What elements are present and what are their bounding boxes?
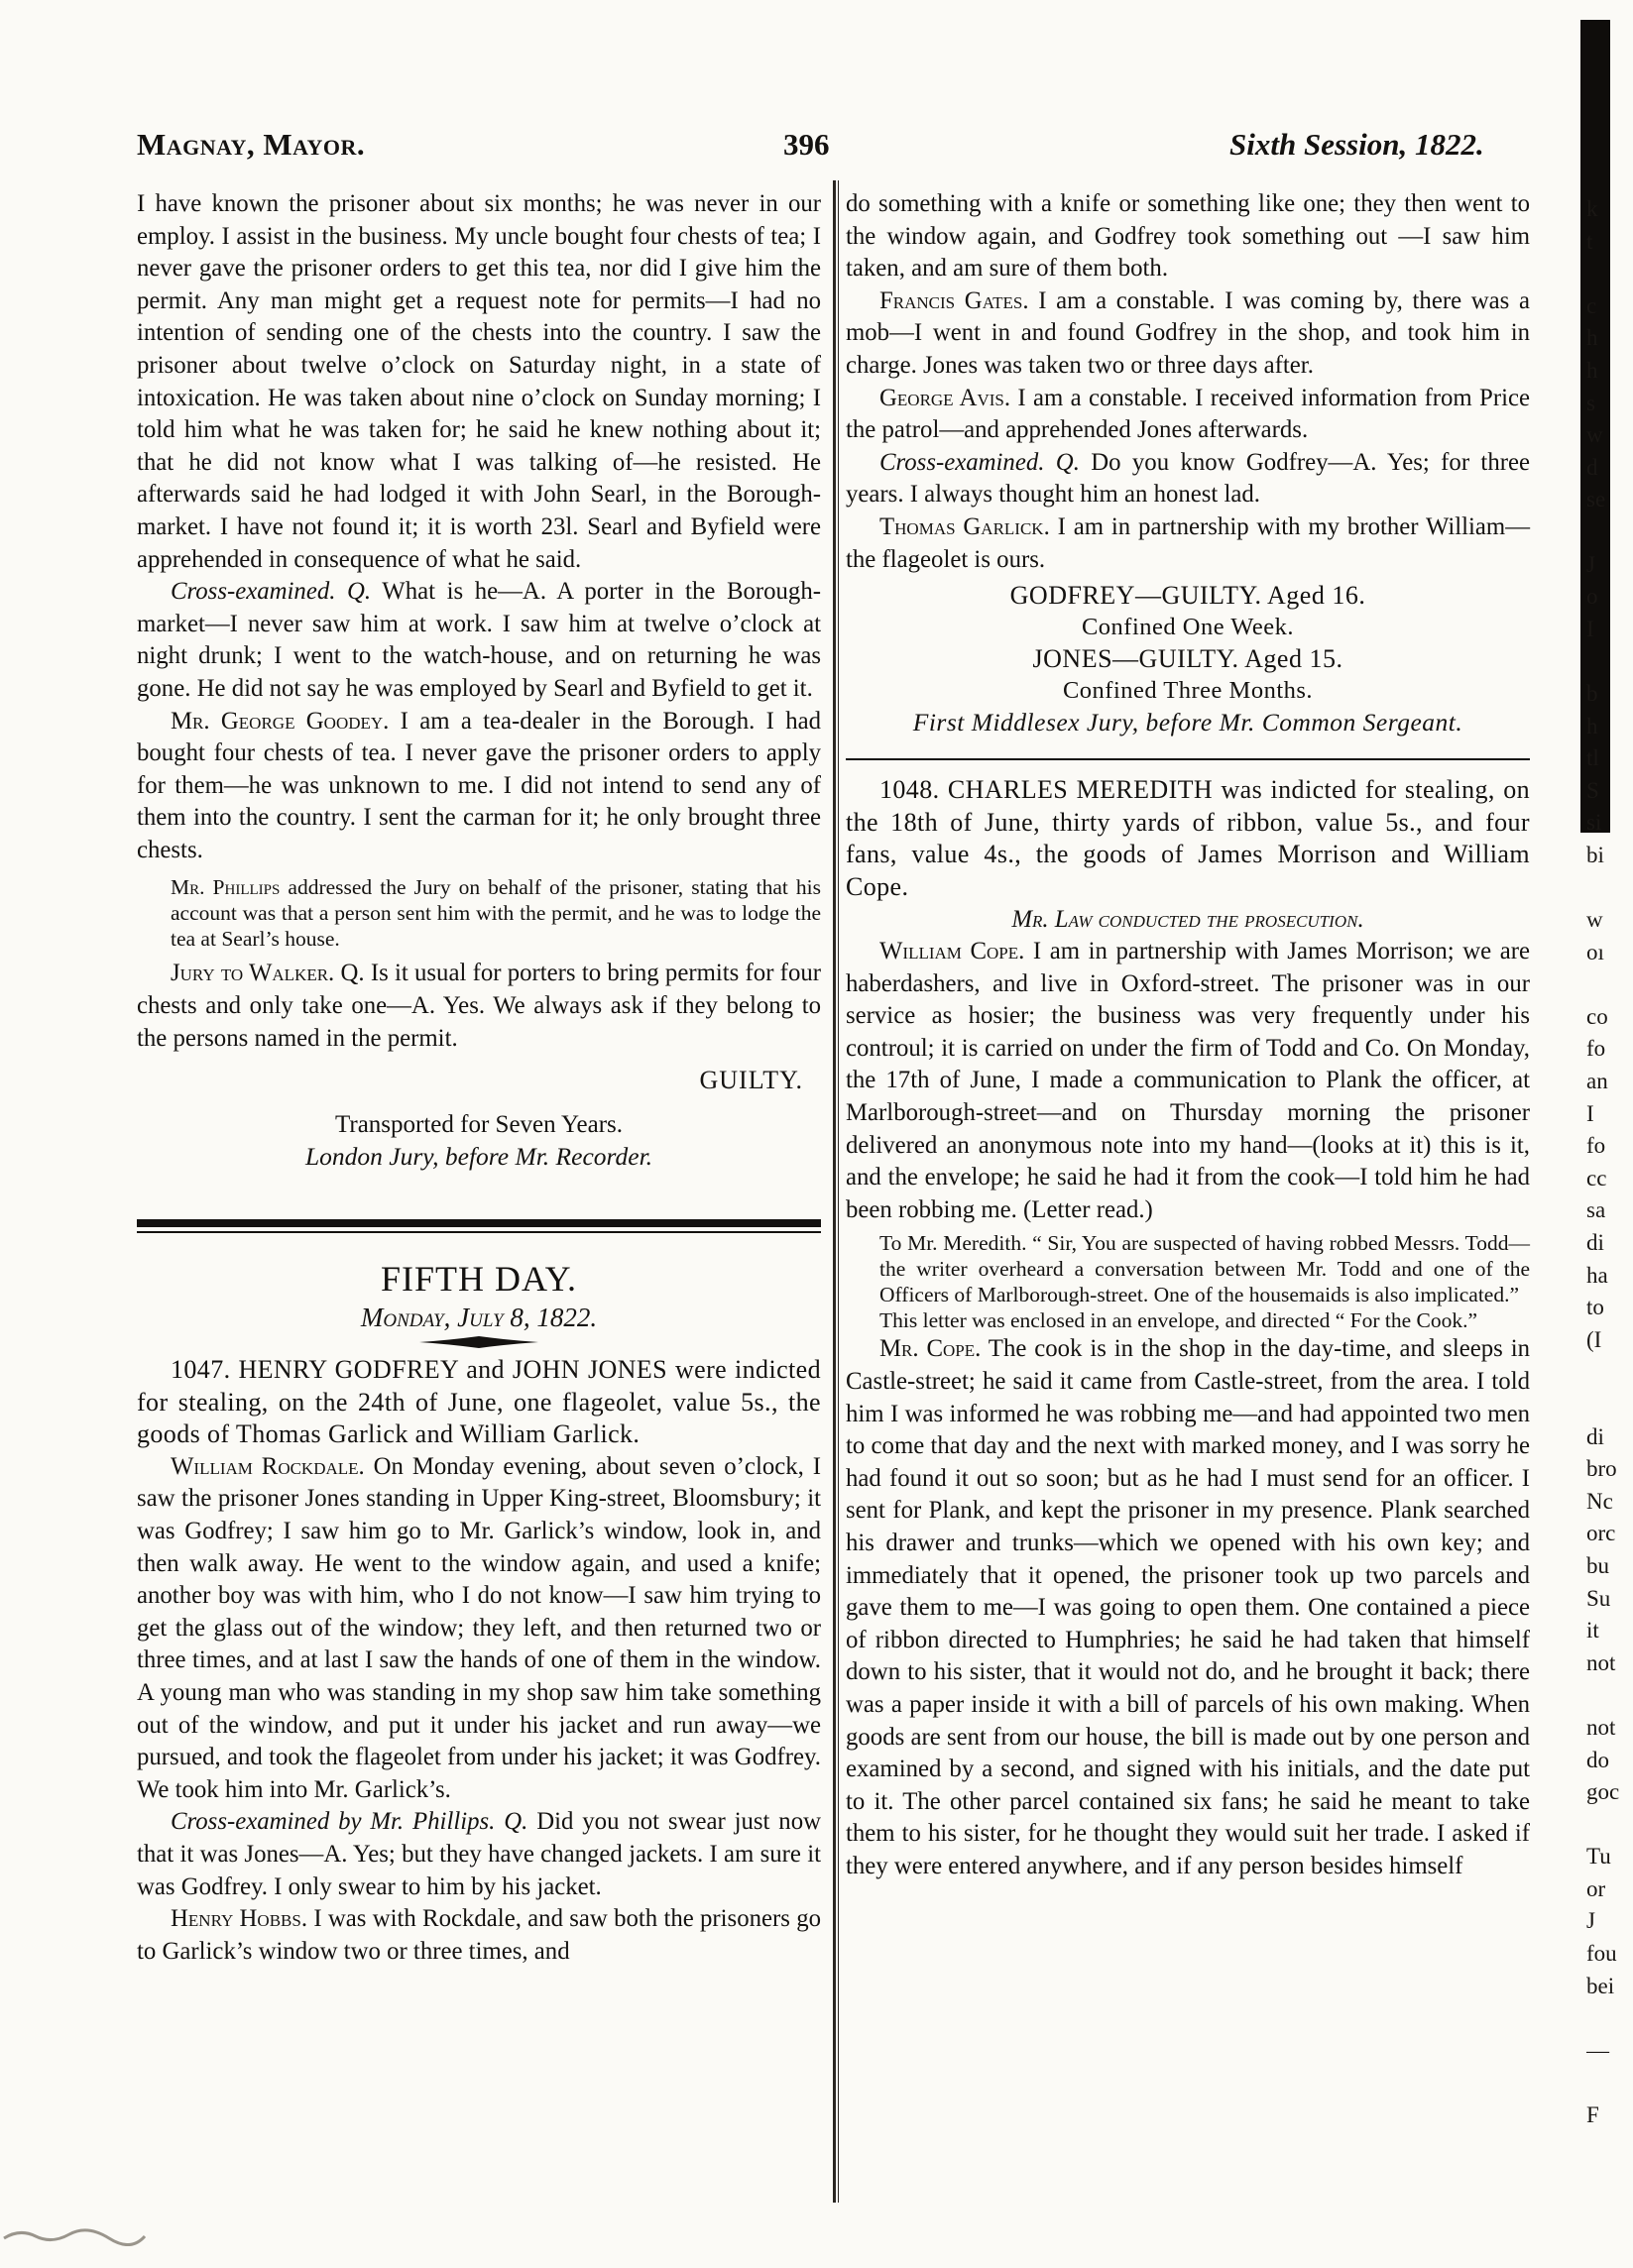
cross-examination-paragraph: [137, 1806, 821, 1903]
facing-page-fragment: do: [1586, 1747, 1609, 1772]
facing-page-fragment: J: [1586, 1908, 1595, 1934]
facing-page-fragment: Su: [1586, 1585, 1611, 1611]
scan-smudge: [0, 2216, 149, 2246]
facing-page-fragment: h: [1586, 713, 1598, 738]
facing-page-fragment: oı: [1586, 939, 1604, 964]
witness-paragraph: [846, 383, 1530, 447]
facing-page-fragment: Nc: [1586, 1488, 1613, 1514]
facing-page-fragment: di: [1586, 1423, 1604, 1449]
prosecution-note: Mr. Law conducted the prosecution.: [1011, 905, 1364, 933]
day-date: Monday, July 8, 1822.: [360, 1303, 598, 1333]
facing-page-fragment: di: [1586, 1230, 1604, 1255]
speaker-lead: Mr. Phillips: [171, 875, 281, 900]
paragraph-text: Did you not swear just now that it was Jones—A. Yes; but they have changed jackets. I am sure it was Godfrey. I only swear to him by his jacket.: [137, 1808, 822, 1900]
verdict-jones: JONES—GUILTY. Aged 15.: [1032, 644, 1343, 674]
witness-paragraph: [137, 706, 821, 867]
facing-page-fragments: [1586, 193, 1633, 2132]
jury-question-paragraph: [137, 958, 821, 1055]
paragraph-text: I am a constable. I received information from Price the patrol—and apprehended Jones afterwards.: [846, 384, 1530, 444]
facing-page-fragment: [1586, 2002, 1633, 2035]
paragraph-text: I was with Rockdale, and saw both the prisoners go to Garlick’s window two or three times, and: [137, 1905, 821, 1965]
paragraph-text: I am in partnership with my brother William—the flageolet is ours.: [846, 512, 1530, 573]
facing-page-fragment: s: [1586, 390, 1595, 415]
jury-line: London Jury, before Mr. Recorder.: [304, 1142, 653, 1172]
facing-page-fragment: or: [1586, 1875, 1606, 1901]
case-separator-rule: [846, 758, 1530, 760]
facing-page-fragment: not: [1586, 1714, 1616, 1740]
running-header-left: Magnay, Mayor.: [137, 127, 366, 162]
cross-examination-paragraph: [137, 576, 821, 705]
facing-page-fragment: [1586, 645, 1633, 678]
jury-line: First Middlesex Jury, before Mr. Common Sergeant.: [912, 708, 1463, 737]
facing-page-fragment: —: [1586, 2037, 1609, 2063]
facing-page-fragment: an: [1586, 1069, 1608, 1094]
facing-page-fragment: o: [1586, 584, 1598, 610]
witness-paragraph: [846, 1333, 1530, 1882]
facing-page-fragment: bro: [1586, 1456, 1617, 1482]
paragraph-text: On Monday evening, about seven o’clock, I saw the prisoner Jones standing in Upper King-street, Bloomsbury; it was Godfrey; I saw him go to Mr. Garlick’s window, look in, and then walk away. He went to the window again, and used a knife; another boy was with him, who I do not know—I saw him trying to get the glass out of the window; they left, and then returned two or three times, and at last I saw the hands of one of them in the window. A young man who was standing in my shop saw him take something out of the window, and put it under his jacket and run away—we pursued, and took the flageolet from under his jacket; it was Godfrey. We took him into Mr. Garlick’s.: [137, 1452, 821, 1803]
facing-page-fragment: bi: [1586, 842, 1604, 867]
column-divider: [833, 180, 836, 2203]
facing-page-fragment: [1586, 1356, 1633, 1389]
speaker-lead: Francis Gates.: [879, 286, 1029, 314]
section-rule-thick: [137, 1219, 821, 1227]
facing-page-fragment: [1586, 1809, 1633, 1842]
speaker-lead: Cross-examined by Mr. Phillips. Q.: [171, 1808, 528, 1836]
facing-page-fragment: b: [1586, 680, 1598, 706]
witness-paragraph: [137, 1451, 821, 1807]
section-rule-thin: [137, 1231, 821, 1233]
facing-page-fragment: Tu: [1586, 1844, 1611, 1870]
speaker-lead: William Cope.: [879, 938, 1025, 965]
speaker-lead: Thomas Garlick.: [879, 512, 1050, 540]
speaker-lead: Mr. Cope.: [879, 1335, 982, 1363]
testimony-continuation: do something with a knife or something like one; they then went to the window again, and Godfrey took something out —I saw him taken, and am sure of them both.: [846, 190, 1530, 283]
testimony-paragraph: I have known the prisoner about six months; he was never in our employ. I assist in the business. My uncle bought four chests of tea; I never gave the prisoner orders to get this tea, nor did I give him the permit. Any man might get a request note for permits—I had no intention of sending one of the chests into the country. I saw the prisoner about twelve o’clock on Saturday night, in a state of intoxication. He was taken about nine o’clock on Sunday morning; I told him what he was taken for; he said he knew nothing about it; that he did not know what I was talking of—he resisted. He afterwards said he had lodged it with John Searl, in the Borough-market. I have not found it; it is worth 23l. Searl and Byfield were apprehended in consequence of what he said.: [137, 190, 821, 573]
facing-page-fragment: bu: [1586, 1552, 1609, 1578]
paragraph-text: addressed the Jury on behalf of the prisoner, stating that his account was that a person sent him with the permit, and he was to lodge the tea at Searl’s house.: [171, 875, 821, 952]
facing-page-fragment: orc: [1586, 1521, 1616, 1546]
witness-paragraph: [137, 1903, 821, 1968]
speaker-lead: Mr. George Goodey.: [171, 707, 390, 735]
speaker-lead: Jury to Walker.: [171, 960, 335, 987]
facing-page-fragment: not: [1586, 1649, 1616, 1675]
facing-page-fragment: fo: [1586, 1036, 1606, 1062]
facing-page-fragment: [1586, 968, 1633, 1001]
facing-page-fragment: h: [1586, 325, 1598, 351]
facing-page-fragment: c: [1586, 292, 1597, 318]
facing-page-fragment: si: [1586, 810, 1602, 836]
facing-page-fragment: fou: [1586, 1941, 1617, 1967]
verdict-godfrey: GODFREY—GUILTY. Aged 16.: [1009, 581, 1366, 611]
facing-page-fragment: ha: [1586, 1262, 1608, 1288]
speaker-lead: William Rockdale.: [171, 1452, 365, 1480]
facing-page-fragment: [1586, 1679, 1633, 1712]
paragraph-text: I am a constable. I was coming by, there was a mob—I went in and found Godfrey in the shop, and took him in charge. Jones was taken two or three days after.: [846, 286, 1530, 379]
speaker-lead: Cross-examined. Q.: [171, 578, 372, 606]
facing-page-fragment: it: [1586, 1618, 1599, 1644]
witness-paragraph: [846, 511, 1530, 576]
paragraph-text: Q. Is it usual for porters to bring permits for four chests and only take one—A. Yes. We always ask if they belong to the persons named in the permit.: [137, 960, 821, 1052]
facing-page-fragment: sa: [1586, 1197, 1606, 1223]
verdict-block: [846, 580, 1530, 738]
cross-examination-paragraph: [846, 447, 1530, 511]
left-column: [137, 188, 821, 1968]
facing-page-fragment: J: [1586, 551, 1595, 577]
sentence-godfrey: Confined One Week.: [1081, 614, 1295, 641]
facing-page-fragment: [1586, 2067, 1633, 2099]
page-number: 396: [783, 127, 830, 162]
speaker-lead: Cross-examined. Q.: [879, 448, 1080, 476]
letter-text: To Mr. Meredith. “ Sir, You are suspected of having robbed Messrs. Todd—the writer overheard a conversation between Mr. Todd and one of the Officers of Marlborough-street. One of the housemaids is also implicated.”: [879, 1231, 1530, 1307]
facing-page-fragment: [1586, 871, 1633, 904]
sentence: Transported for Seven Years.: [334, 1110, 624, 1138]
running-header-right: Sixth Session, 1822.: [1229, 127, 1484, 162]
sentence-jones: Confined Three Months.: [1062, 677, 1314, 705]
paragraph-text: Do you know Godfrey—A. Yes; for three years. I always thought him an honest lad.: [846, 448, 1530, 509]
facing-page-fragment: cc: [1586, 1165, 1607, 1191]
facing-page-fragment: I: [1586, 1100, 1594, 1126]
witness-paragraph: [846, 285, 1530, 383]
facing-page-fragment: (I: [1586, 1326, 1602, 1352]
facing-page-fragment: h: [1586, 357, 1598, 383]
speaker-lead: Henry Hobbs.: [171, 1905, 308, 1933]
facing-page-fragment: t: [1586, 228, 1593, 254]
facing-page-fragment: [1586, 516, 1633, 549]
facing-page-fragment: fo: [1586, 1133, 1606, 1159]
day-heading: FIFTH DAY.: [380, 1259, 578, 1300]
facing-page-fragment: I: [1586, 616, 1594, 641]
facing-page-fragment: [1586, 258, 1633, 290]
facing-page-fragment: F: [1586, 2102, 1599, 2128]
paragraph-text: What is he—A. A porter in the Borough-market—I never saw him at work. I saw him at twelve o’clock at night drunk; I went to the watch-house, and on returning he was gone. He did not say he was employed by Searl and Byfield to get it.: [137, 578, 821, 702]
paragraph-text: I am in partnership with James Morrison; we are haberdashers, and live in Oxford-street. The prisoner was in our service as hosier; the business was very frequently under his controul; it is carried on under the firm of Todd and Co. On Monday, the 17th of June, I made a communication to Plank the officer, at Marlborough-street—and on Thursday morning the prisoner delivered an anonymous note into my hand—(looks at it) this is it, and the envelope; he said he had it from the cook—I told him he had been robbing me. (Letter read.): [846, 938, 1530, 1223]
address-note: [171, 874, 821, 952]
case-1048-heading: 1048. CHARLES MEREDITH was indicted for stealing, on the 18th of June, thirty yards of ribbon, value 5s., and four fans, value 4s., the goods of James Morrison and William Cope.: [846, 775, 1530, 901]
facing-page-fragment: w: [1586, 422, 1603, 448]
facing-page-fragment: S: [1586, 777, 1599, 803]
facing-page-fragment: tl: [1586, 745, 1599, 771]
facing-page-fragment: se: [1586, 487, 1606, 512]
letter-note: This letter was enclosed in an envelope, and directed “ For the Cook.”: [879, 1308, 1477, 1333]
facing-page-fragment: to: [1586, 1295, 1604, 1320]
facing-page-fragment: w: [1586, 907, 1603, 933]
paragraph-text: I am a tea-dealer in the Borough. I had bought four chests of tea. I never gave the prisoner orders to apply for them—he was unknown to me. I did not intend to send any of them into the country. I sent the carman for it; he only brought three chests.: [137, 707, 821, 863]
facing-page-fragment: co: [1586, 1003, 1608, 1029]
right-column: [846, 188, 1530, 1883]
facing-page-fragment: [1586, 1389, 1633, 1421]
case-1047-heading: 1047. HENRY GODFREY and JOHN JONES were indicted for stealing, on the 24th of June, one flageolet, value 5s., the goods of Thomas Garlick and William Garlick.: [137, 1355, 821, 1449]
column-divider-thin: [838, 180, 839, 2203]
ornament-dash: [419, 1336, 538, 1348]
witness-paragraph: [846, 936, 1530, 1226]
facing-page-fragment: k: [1586, 196, 1598, 221]
facing-page-fragment: goc: [1586, 1779, 1620, 1805]
verdict: GUILTY.: [699, 1066, 803, 1095]
speaker-lead: George Avis.: [879, 384, 1011, 411]
facing-page-fragment: bei: [1586, 1973, 1615, 1998]
facing-page-fragment: d: [1586, 454, 1598, 480]
paragraph-text: The cook is in the shop in the day-time, and sleeps in Castle-street; he said it came from Castle-street, from the area. I told him I was informed he was robbing me—and had appointed two men to come that day and the next with marked money, and I was sorry he had found it out so soon; but as he had I must send for an officer. I sent for Plank, and kept the prisoner in my presence. Plank searched his drawer and trunks—which we opened with his own key; and immediately that it opened, the prisoner took up two parcels and gave them to me—I was going to open them. One contained a piece of ribbon directed to Humphries; he said he had taken that himself down to his sister, that it would not do, and he brought it back; there was a paper inside it with a bill of parcels of his own making. When goods are sent from our house, the bill is made out by one person and examined by a second, and signed with his initials, and the date put to it. The other parcel contained six fans; he said he meant to take them to his sister, for he thought they would suit her trade. I asked if they were entered anywhere, and if any person besides himself: [846, 1335, 1530, 1879]
